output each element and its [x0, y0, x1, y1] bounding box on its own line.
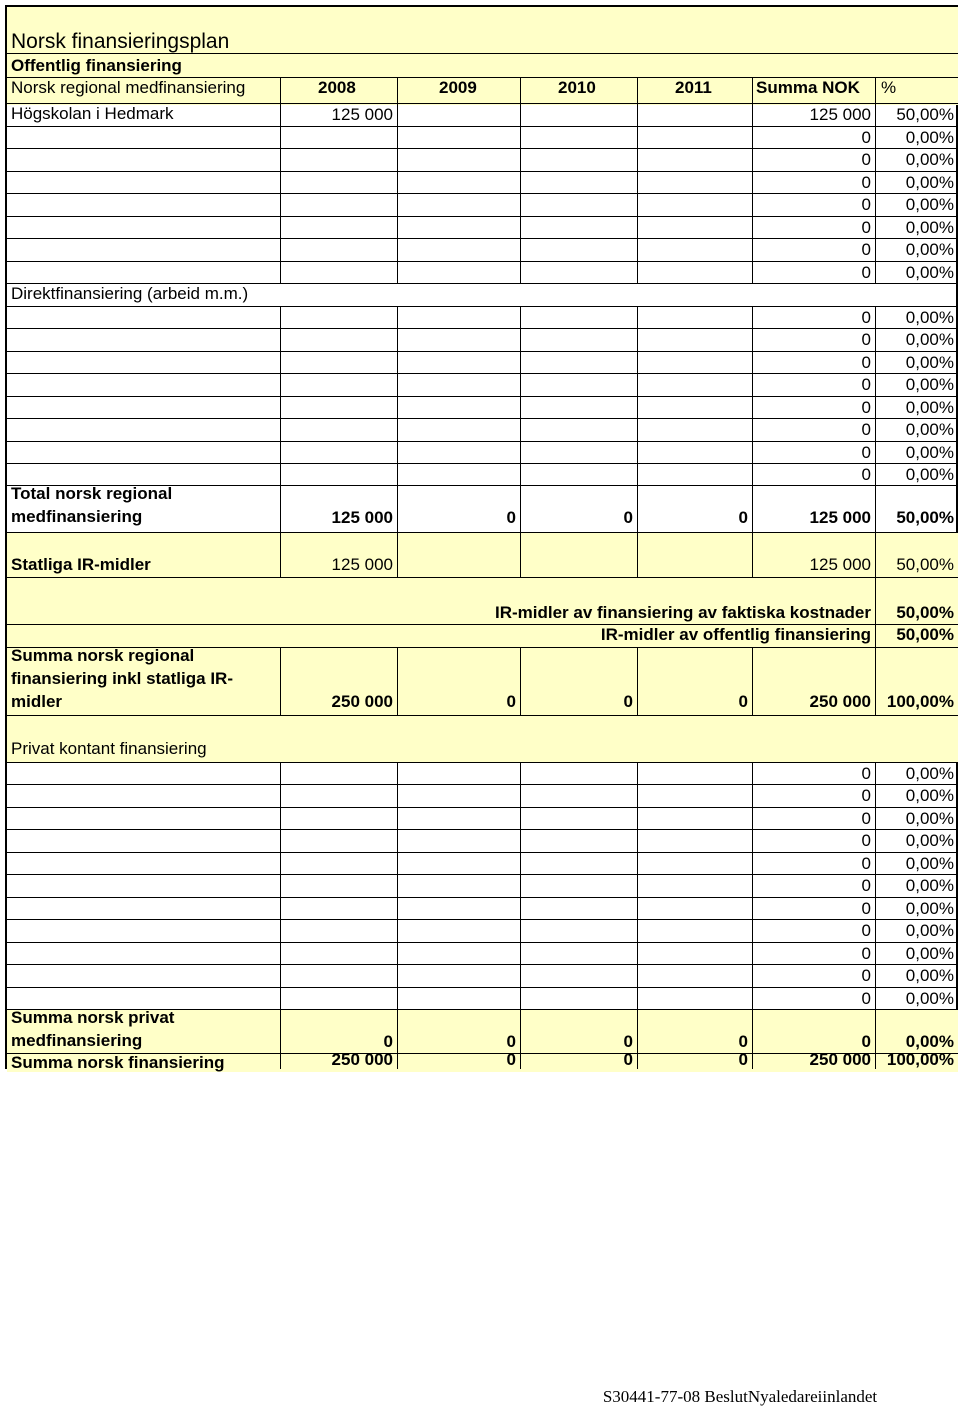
grid-line-vertical — [397, 485, 398, 532]
grid-line-vertical — [397, 77, 398, 105]
row-privat-7-summa: 0 — [861, 899, 871, 918]
grid-line-vertical — [520, 532, 521, 577]
row-direkt-8-pct: 0,00% — [905, 465, 954, 484]
grid-line-vertical — [752, 77, 753, 105]
statliga-summa: 125 000 — [809, 555, 871, 574]
row-regional-2-summa: 0 — [861, 150, 871, 169]
row-total-regional-v2009: 0 — [506, 508, 516, 527]
row-regional-3-pct: 0,00% — [905, 173, 954, 192]
grid-line-vertical — [875, 1009, 876, 1069]
row-direkt-5-summa: 0 — [861, 398, 871, 417]
row-hogskolan-v2008: 125 000 — [331, 105, 393, 124]
row-direkt-8-summa: 0 — [861, 465, 871, 484]
grid-line-vertical — [280, 1009, 281, 1069]
column-header-pct: % — [881, 78, 897, 97]
statliga-pct: 50,00% — [896, 555, 954, 574]
row-privat-2-summa: 0 — [861, 786, 871, 805]
row-regional-7-pct: 0,00% — [905, 263, 954, 282]
summa-privat-label-line2: medfinansiering — [11, 1031, 143, 1050]
row-privat-8-summa: 0 — [861, 921, 871, 940]
grid-line-vertical — [875, 532, 876, 577]
grid-line-vertical — [397, 1009, 398, 1069]
row-regional-6-summa: 0 — [861, 240, 871, 259]
row-summa-total-v2010: 0 — [623, 1050, 633, 1069]
grid-line-vertical — [875, 647, 876, 715]
row-direkt-2-summa: 0 — [861, 330, 871, 349]
row-regional-4-summa: 0 — [861, 195, 871, 214]
row-privat-10-summa: 0 — [861, 966, 871, 985]
row-direkt-3-summa: 0 — [861, 353, 871, 372]
grid-line-vertical — [280, 762, 281, 1009]
column-header-2009: 2009 — [439, 78, 477, 97]
row-total-regional-v2011: 0 — [738, 508, 748, 527]
summa-regional-label-line1: Summa norsk regional — [11, 646, 195, 665]
row-privat-5-pct: 0,00% — [905, 854, 954, 873]
grid-line-vertical — [637, 647, 638, 715]
grid-line-vertical — [280, 532, 281, 577]
row-privat-3-summa: 0 — [861, 809, 871, 828]
row-summa-regional-summa: 250 000 — [809, 692, 871, 711]
grid-line-vertical — [280, 485, 281, 532]
grid-line-vertical — [875, 577, 876, 647]
row-direkt-7-summa: 0 — [861, 443, 871, 462]
document-footer: S30441-77-08 BeslutNyaledareiinlandet — [602, 1387, 878, 1406]
row-regional-4-pct: 0,00% — [905, 195, 954, 214]
financing-sheet — [5, 5, 958, 1072]
column-header-2008: 2008 — [318, 78, 356, 97]
grid-line-vertical — [637, 1009, 638, 1069]
row-hogskolan-summa: 125 000 — [809, 105, 871, 124]
column-header-2010: 2010 — [558, 78, 596, 97]
row-hogskolan-pct: 50,00% — [896, 105, 954, 124]
row-summa-privat-summa: 0 — [861, 1032, 871, 1051]
row-privat-11-summa: 0 — [861, 989, 871, 1008]
row-direkt-7-pct: 0,00% — [905, 443, 954, 462]
column-header-2011: 2011 — [675, 78, 712, 97]
grid-line-vertical — [520, 485, 521, 532]
grid-line-vertical — [520, 647, 521, 715]
row-regional-1-pct: 0,00% — [905, 128, 954, 147]
grid-line-vertical — [752, 1009, 753, 1069]
row-privat-2-pct: 0,00% — [905, 786, 954, 805]
grid-line-vertical — [397, 647, 398, 715]
row-summa-regional-v2009: 0 — [506, 692, 516, 711]
ir-offentlig-pct: 50,00% — [896, 625, 954, 644]
grid-line-vertical — [397, 762, 398, 1009]
section-title-privat: Privat kontant finansiering — [11, 739, 207, 758]
row-direkt-4-pct: 0,00% — [905, 375, 954, 394]
grid-line-horizontal — [7, 53, 958, 54]
grid-line-vertical — [520, 1009, 521, 1069]
row-regional-5-summa: 0 — [861, 218, 871, 237]
row-regional-2-pct: 0,00% — [905, 150, 954, 169]
row-total-regional-v2010: 0 — [623, 508, 633, 527]
row-direkt-4-summa: 0 — [861, 375, 871, 394]
page-title: Norsk finansieringsplan — [11, 30, 230, 53]
row-direkt-5-pct: 0,00% — [905, 398, 954, 417]
row-summa-regional-v2008: 250 000 — [331, 692, 393, 711]
total-regional-label-line1: Total norsk regional — [11, 484, 173, 503]
row-privat-6-summa: 0 — [861, 876, 871, 895]
grid-line-vertical — [875, 485, 876, 532]
grid-line-vertical — [752, 485, 753, 532]
row-direkt-6-pct: 0,00% — [905, 420, 954, 439]
row-regional-5-pct: 0,00% — [905, 218, 954, 237]
row-summa-regional-v2010: 0 — [623, 692, 633, 711]
row-direkt-1-summa: 0 — [861, 308, 871, 327]
row-privat-9-pct: 0,00% — [905, 944, 954, 963]
row-privat-7-pct: 0,00% — [905, 899, 954, 918]
row-regional-7-summa: 0 — [861, 263, 871, 282]
grid-line-vertical — [280, 77, 281, 105]
grid-line-vertical — [637, 485, 638, 532]
column-header-label: Norsk regional medfinansiering — [11, 78, 246, 97]
summa-regional-label-line2: finansiering inkl statliga IR- — [11, 669, 233, 688]
row-privat-5-summa: 0 — [861, 854, 871, 873]
row-summa-privat-v2011: 0 — [738, 1032, 748, 1051]
summa-regional-label-line3: midler — [11, 692, 63, 711]
grid-line-vertical — [752, 532, 753, 577]
section-title-direkt: Direktfinansiering (arbeid m.m.) — [11, 284, 249, 303]
statliga-label: Statliga IR-midler — [11, 555, 151, 574]
row-summa-total-pct: 100,00% — [886, 1050, 954, 1069]
row-privat-1-summa: 0 — [861, 764, 871, 783]
row-summa-total-v2011: 0 — [738, 1050, 748, 1069]
row-regional-6-pct: 0,00% — [905, 240, 954, 259]
ir-faktiska-pct: 50,00% — [896, 603, 954, 622]
row-total-regional-summa: 125 000 — [809, 508, 871, 527]
row-summa-regional-pct: 100,00% — [886, 692, 954, 711]
grid-line-vertical — [397, 532, 398, 577]
row-privat-6-pct: 0,00% — [905, 876, 954, 895]
row-privat-3-pct: 0,00% — [905, 809, 954, 828]
row-privat-1-pct: 0,00% — [905, 764, 954, 783]
row-summa-privat-v2008: 0 — [383, 1032, 393, 1051]
ir-offentlig-label: IR-midler av offentlig finansiering — [600, 625, 871, 644]
row-summa-privat-v2009: 0 — [506, 1032, 516, 1051]
column-header-summa: Summa NOK — [756, 78, 860, 97]
summa-total-label: Summa norsk finansiering — [11, 1053, 225, 1072]
row-privat-10-pct: 0,00% — [905, 966, 954, 985]
row-total-regional-v2008: 125 000 — [331, 508, 393, 527]
row-direkt-3-pct: 0,00% — [905, 353, 954, 372]
grid-line-vertical — [520, 77, 521, 105]
row-direkt-1-pct: 0,00% — [905, 308, 954, 327]
summa-privat-label-line1: Summa norsk privat — [11, 1008, 175, 1027]
row-privat-9-summa: 0 — [861, 944, 871, 963]
row-regional-1-summa: 0 — [861, 128, 871, 147]
row-summa-total-summa: 250 000 — [809, 1050, 871, 1069]
ir-faktiska-label: IR-midler av finansiering av faktiska kostnader — [494, 603, 871, 622]
statliga-v2008: 125 000 — [331, 555, 393, 574]
grid-line-vertical — [280, 647, 281, 715]
grid-line-vertical — [875, 77, 876, 105]
grid-line-vertical — [637, 77, 638, 105]
row-regional-3-summa: 0 — [861, 173, 871, 192]
row-summa-total-v2009: 0 — [506, 1050, 516, 1069]
grid-line-vertical — [752, 647, 753, 715]
row-privat-4-summa: 0 — [861, 831, 871, 850]
grid-line-vertical — [752, 762, 753, 1009]
row-direkt-2-pct: 0,00% — [905, 330, 954, 349]
row-privat-11-pct: 0,00% — [905, 989, 954, 1008]
grid-line-vertical — [520, 762, 521, 1009]
grid-line-vertical — [637, 532, 638, 577]
grid-line-vertical — [637, 762, 638, 1009]
row-summa-total-v2008: 250 000 — [331, 1050, 393, 1069]
row-hogskolan-label: Högskolan i Hedmark — [11, 104, 174, 123]
row-privat-4-pct: 0,00% — [905, 831, 954, 850]
row-summa-privat-pct: 0,00% — [905, 1032, 954, 1051]
row-summa-regional-v2011: 0 — [738, 692, 748, 711]
row-summa-privat-v2010: 0 — [623, 1032, 633, 1051]
total-regional-label-line2: medfinansiering — [11, 507, 143, 526]
row-privat-8-pct: 0,00% — [905, 921, 954, 940]
section-title-offentlig: Offentlig finansiering — [11, 56, 182, 75]
row-direkt-6-summa: 0 — [861, 420, 871, 439]
grid-line-vertical — [875, 762, 876, 1009]
row-total-regional-pct: 50,00% — [896, 508, 954, 527]
